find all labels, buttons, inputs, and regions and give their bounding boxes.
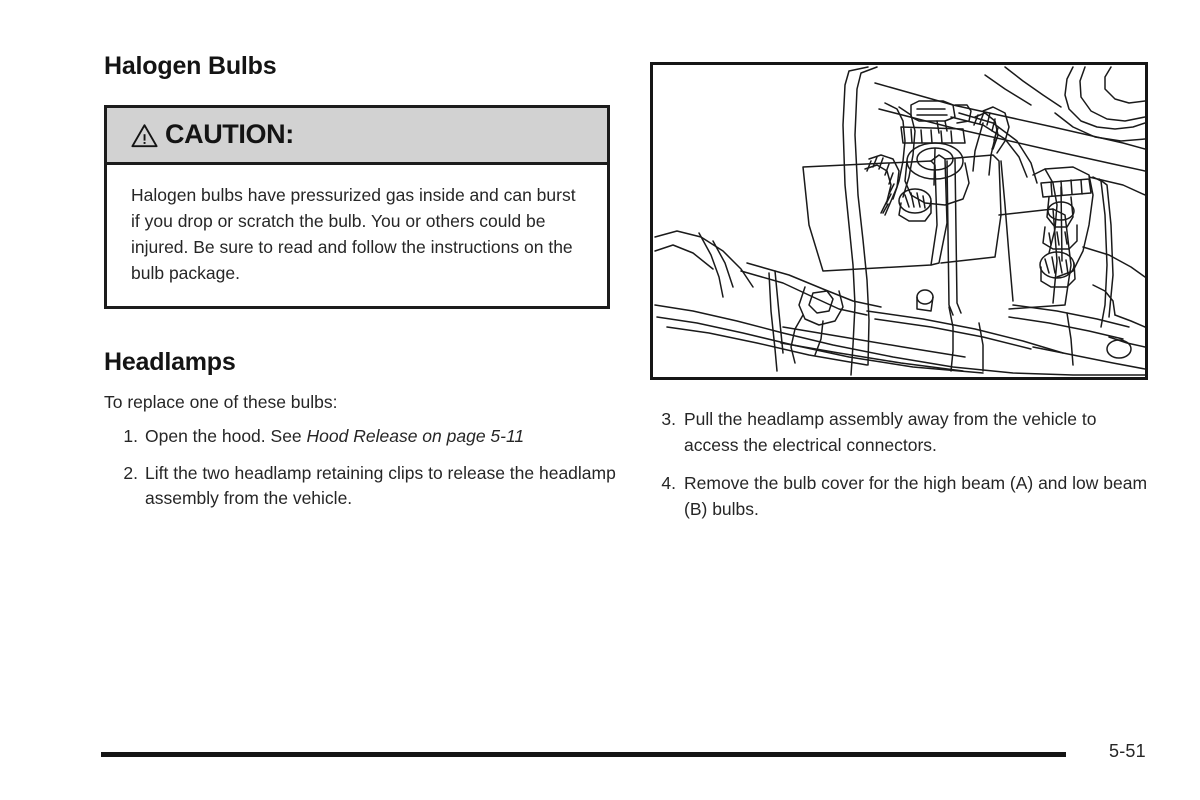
right-column xyxy=(650,62,1148,536)
step-number: 3. xyxy=(661,409,676,429)
left-column xyxy=(104,52,616,523)
warning-triangle-icon xyxy=(131,123,158,148)
caution-title: CAUTION: xyxy=(165,118,294,149)
caution-body-text: Halogen bulbs have pressurized gas inside and can burst if you drop or scratch the bulb. You or others could be injured. Be sure to read and follow the instructions on the bulb package. xyxy=(131,184,576,283)
step-text: Remove the bulb cover for the high beam (A) and low beam (B) bulbs. xyxy=(684,473,1148,520)
caution-box xyxy=(104,105,610,309)
steps-list-left xyxy=(104,424,616,512)
lead-paragraph: To replace one of these bulbs: xyxy=(104,391,338,412)
list-item xyxy=(104,424,616,450)
headlamps-heading: Headlamps xyxy=(104,348,236,376)
headlamp-assembly-figure xyxy=(650,62,1148,380)
footer-divider xyxy=(101,752,1066,757)
step-text-plain: Open the hood. See xyxy=(145,426,307,446)
list-item xyxy=(650,471,1148,522)
step-text: Lift the two headlamp retaining clips to release the headlamp assembly from the vehicle. xyxy=(145,462,616,509)
page-number: 5-51 xyxy=(1109,741,1146,761)
step-number: 4. xyxy=(661,473,676,494)
list-item xyxy=(650,407,1148,458)
list-item xyxy=(104,461,616,512)
page-title: Halogen Bulbs xyxy=(104,52,277,80)
step-number: 2. xyxy=(123,462,138,483)
step-number: 1. xyxy=(123,426,138,446)
step-text xyxy=(145,426,524,446)
step-text: Pull the headlamp assembly away from the vehicle to access the electrical connectors. xyxy=(684,409,1097,455)
steps-list-right xyxy=(650,407,1148,523)
caution-header xyxy=(107,108,607,165)
headlamp-assembly-illustration xyxy=(653,65,1145,377)
step-text-italic: Hood Release on page 5-11 xyxy=(306,426,525,446)
